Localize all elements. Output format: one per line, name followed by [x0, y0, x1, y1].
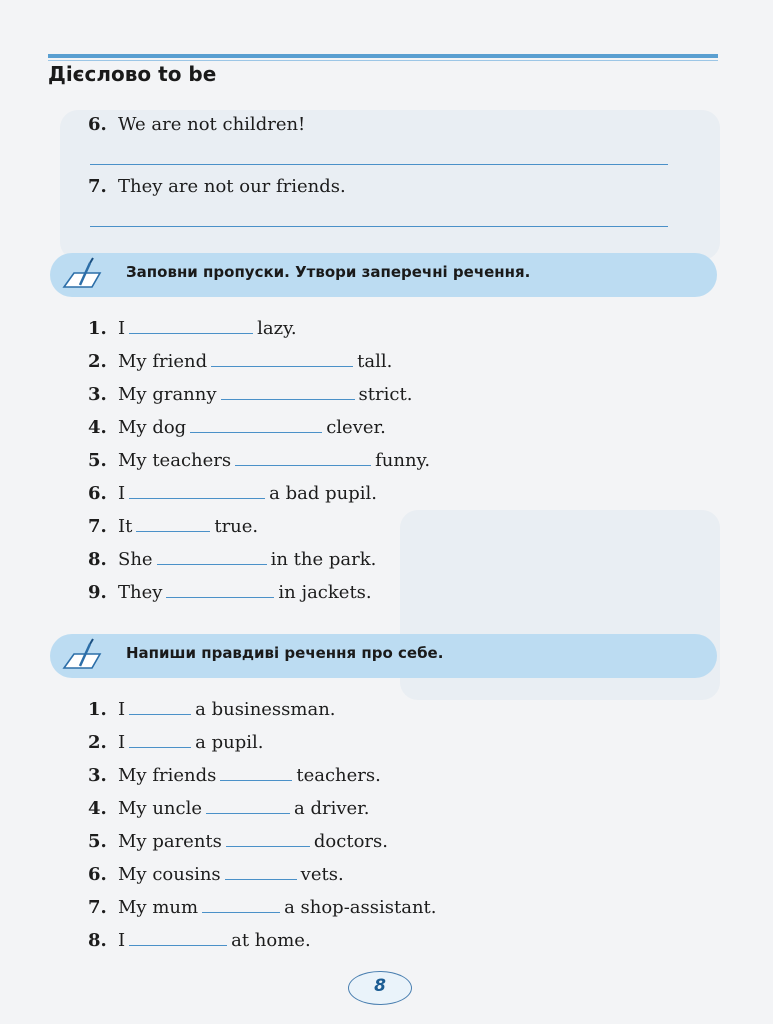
sentence-text: They are not our friends.: [118, 176, 346, 197]
item-ending: doctors.: [313, 831, 388, 852]
item-number: 6.: [88, 114, 107, 135]
item-subject: My dog: [118, 417, 187, 438]
item-number: 1.: [88, 699, 107, 720]
exercise-item: [88, 861, 344, 887]
exercise-item: [88, 447, 430, 473]
sentence-text: We are not children!: [118, 114, 306, 135]
instruction-banner: [50, 634, 717, 678]
page-number-badge: [348, 971, 412, 1005]
item-ending: a pupil.: [195, 732, 264, 753]
item-subject: It: [118, 516, 133, 537]
exercise-item: [88, 579, 372, 605]
page-title: Дієслово to be: [48, 62, 217, 86]
exercise-item: [88, 828, 388, 854]
item-subject: My granny: [118, 384, 217, 405]
item-subject: My uncle: [118, 798, 202, 819]
item-ending: teachers.: [296, 765, 381, 786]
item-number: 1.: [88, 318, 107, 339]
item-ending: in the park.: [270, 549, 377, 570]
item-ending: clever.: [326, 417, 386, 438]
answer-line[interactable]: [90, 226, 668, 227]
instruction-text: Напиши правдиві речення про себе.: [126, 644, 444, 662]
item-ending: a businessman.: [195, 699, 336, 720]
item-subject: She: [118, 549, 153, 570]
exercise-item: [88, 762, 381, 788]
item-subject: My friend: [118, 351, 208, 372]
header-rule-thin: [48, 60, 718, 61]
answer-line[interactable]: [90, 164, 668, 165]
exercise-item: [88, 696, 336, 722]
exercise-item: [88, 729, 263, 755]
item-subject: I: [118, 732, 126, 753]
blank-input[interactable]: [190, 414, 322, 433]
item-ending: at home.: [231, 930, 311, 951]
item-subject: I: [118, 483, 126, 504]
item-number: 6.: [88, 483, 107, 504]
blank-input[interactable]: [235, 447, 371, 466]
item-number: 4.: [88, 417, 107, 438]
item-subject: I: [118, 318, 126, 339]
item-subject: I: [118, 699, 126, 720]
item-ending: strict.: [358, 384, 413, 405]
page-number: 8: [374, 976, 386, 996]
blank-input[interactable]: [129, 927, 227, 946]
sentence-row: [88, 112, 305, 138]
blank-input[interactable]: [221, 381, 355, 400]
item-number: 7.: [88, 176, 107, 197]
item-number: 3.: [88, 765, 107, 786]
item-subject: My cousins: [118, 864, 221, 885]
item-ending: a driver.: [294, 798, 370, 819]
exercise-item: [88, 546, 376, 572]
item-number: 7.: [88, 516, 107, 537]
blank-input[interactable]: [166, 579, 274, 598]
blank-input[interactable]: [129, 696, 191, 715]
exercise-item: [88, 894, 437, 920]
blank-input[interactable]: [220, 762, 292, 781]
item-number: 7.: [88, 897, 107, 918]
item-number: 9.: [88, 582, 107, 603]
item-number: 5.: [88, 831, 107, 852]
blank-input[interactable]: [202, 894, 280, 913]
item-number: 4.: [88, 798, 107, 819]
exercise-item: [88, 381, 412, 407]
blank-input[interactable]: [211, 348, 353, 367]
item-ending: lazy.: [257, 318, 297, 339]
exercise-item: [88, 513, 258, 539]
blank-input[interactable]: [136, 513, 210, 532]
blank-input[interactable]: [206, 795, 290, 814]
header-rule: [48, 54, 718, 58]
item-ending: vets.: [300, 864, 344, 885]
exercise-item: [88, 315, 297, 341]
item-number: 6.: [88, 864, 107, 885]
blank-input[interactable]: [157, 546, 267, 565]
item-number: 5.: [88, 450, 107, 471]
item-ending: true.: [214, 516, 259, 537]
blank-input[interactable]: [129, 315, 253, 334]
item-ending: a bad pupil.: [269, 483, 377, 504]
item-ending: a shop-assistant.: [284, 897, 437, 918]
item-ending: in jackets.: [278, 582, 372, 603]
pencil-writing-icon: [60, 257, 102, 293]
item-number: 8.: [88, 549, 107, 570]
item-subject: My friends: [118, 765, 217, 786]
item-number: 2.: [88, 732, 107, 753]
item-subject: My mum: [118, 897, 199, 918]
exercise-item: [88, 480, 377, 506]
pencil-writing-icon: [60, 638, 102, 674]
item-number: 8.: [88, 930, 107, 951]
instruction-banner: [50, 253, 717, 297]
exercise-item: [88, 414, 386, 440]
exercise-item: [88, 927, 311, 953]
blank-input[interactable]: [226, 828, 310, 847]
item-number: 2.: [88, 351, 107, 372]
sentence-row: [88, 174, 346, 200]
item-subject: I: [118, 930, 126, 951]
item-number: 3.: [88, 384, 107, 405]
blank-input[interactable]: [129, 729, 191, 748]
exercise-item: [88, 795, 370, 821]
item-subject: My teachers: [118, 450, 232, 471]
item-ending: tall.: [357, 351, 393, 372]
item-subject: They: [118, 582, 163, 603]
blank-input[interactable]: [225, 861, 297, 880]
item-subject: My parents: [118, 831, 222, 852]
instruction-text: Заповни пропуски. Утвори заперечні речення.: [126, 263, 531, 281]
blank-input[interactable]: [129, 480, 265, 499]
item-ending: funny.: [375, 450, 431, 471]
exercise-item: [88, 348, 392, 374]
